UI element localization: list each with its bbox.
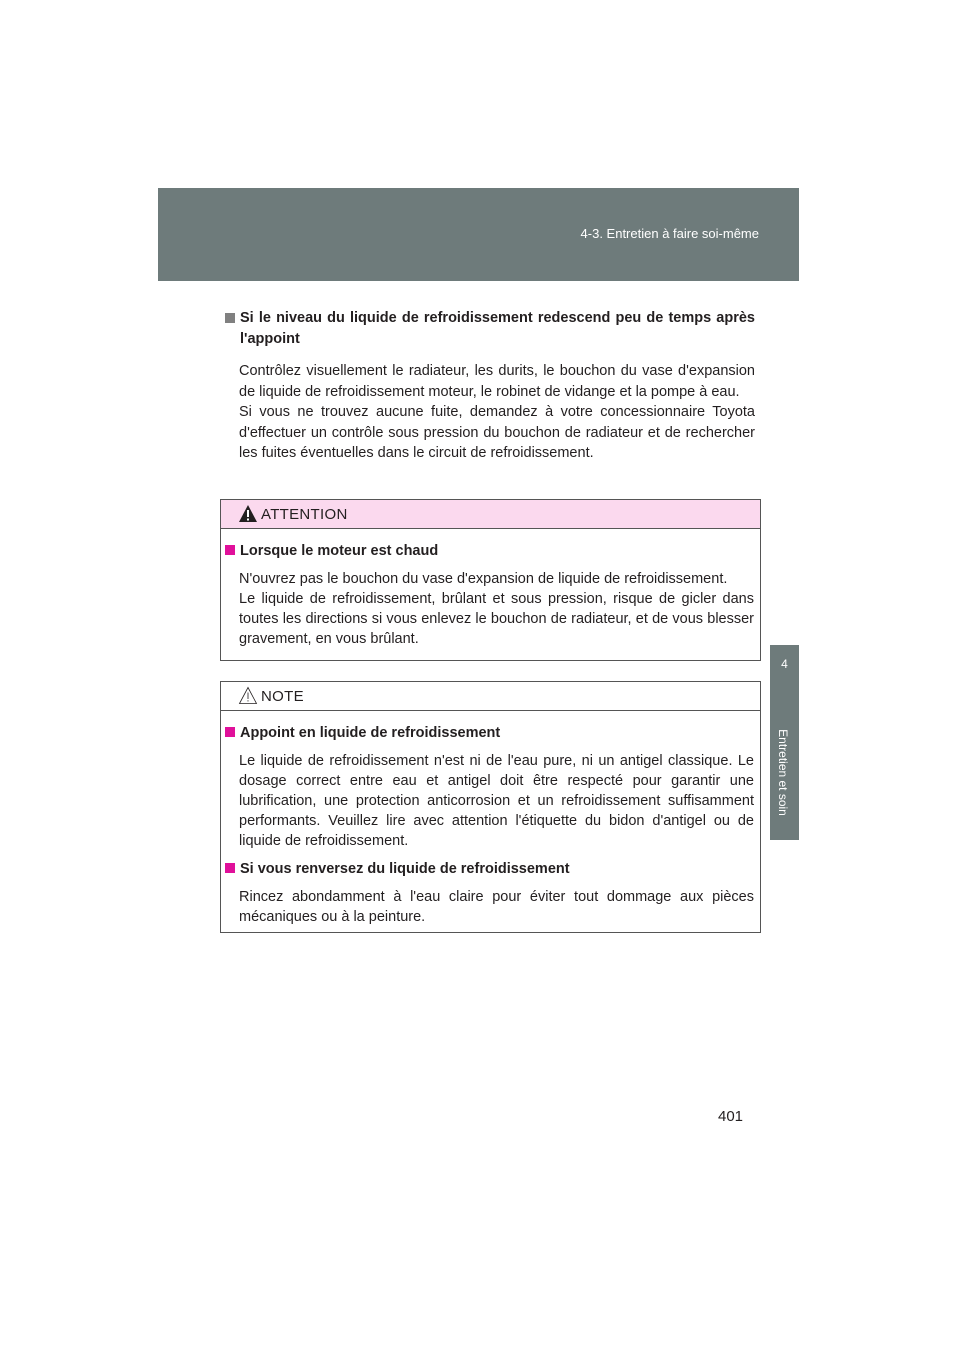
note-item bbox=[225, 859, 754, 927]
chapter-tab-label-area bbox=[770, 705, 799, 840]
note-box bbox=[220, 681, 761, 933]
header-band bbox=[158, 188, 799, 281]
item-title: Lorsque le moteur est chaud bbox=[240, 543, 439, 559]
note-content bbox=[221, 711, 760, 939]
section-paragraph: Si vous ne trouvez aucune fuite, demandez à votre concessionnaire Toyota d'effectuer un contrôle sous pression du bouchon de radiateur et de rechercher les fuites éventuelles dans le circuit de refroidissement. bbox=[239, 404, 755, 461]
pink-square-bullet-icon bbox=[225, 863, 235, 873]
page-number: 401 bbox=[718, 1108, 744, 1125]
chapter-tab bbox=[770, 645, 799, 705]
item-heading bbox=[225, 541, 754, 561]
item-body bbox=[239, 887, 754, 927]
coolant-section bbox=[225, 308, 755, 464]
section-heading bbox=[225, 308, 755, 349]
note-item bbox=[225, 723, 754, 851]
item-title: Appoint en liquide de refroidissement bbox=[240, 725, 501, 741]
chapter-number: 4 bbox=[781, 657, 788, 671]
item-body bbox=[239, 751, 754, 851]
grey-square-bullet-icon bbox=[225, 313, 235, 323]
section-paragraph: Contrôlez visuellement le radiateur, les durits, le bouchon du vase d'expansion de liquide de refroidissement moteur, le robinet de vidange et la pompe à eau. bbox=[239, 363, 755, 400]
chapter-label: Entretien et soin bbox=[776, 729, 790, 816]
section-title: Si le niveau du liquide de refroidissement redescend peu de temps après l'appoint bbox=[240, 310, 755, 347]
attention-item bbox=[225, 541, 754, 649]
note-label: NOTE bbox=[261, 688, 304, 705]
caution-triangle-outline-icon bbox=[238, 686, 258, 710]
attention-content bbox=[221, 529, 760, 661]
breadcrumb: 4-3. Entretien à faire soi-même bbox=[580, 226, 759, 241]
attention-box bbox=[220, 499, 761, 661]
attention-header bbox=[221, 500, 760, 529]
item-heading bbox=[225, 859, 754, 879]
warning-triangle-icon bbox=[238, 504, 258, 528]
item-body bbox=[239, 569, 754, 649]
section-body bbox=[239, 361, 755, 464]
item-title: Si vous renversez du liquide de refroidissement bbox=[240, 861, 570, 877]
item-line: Le liquide de refroidissement, brûlant et sous pression, risque de gicler dans toutes les directions si vous enlevez le bouchon de radiateur, et de vous blesser gravement, en vous brûlant. bbox=[239, 591, 754, 647]
item-line: N'ouvrez pas le bouchon du vase d'expansion de liquide de refroidissement. bbox=[239, 571, 728, 587]
attention-label: ATTENTION bbox=[261, 506, 348, 523]
pink-square-bullet-icon bbox=[225, 727, 235, 737]
item-text: Rincez abondamment à l'eau claire pour éviter tout dommage aux pièces mécaniques ou à la peinture. bbox=[239, 889, 754, 925]
item-text: Le liquide de refroidissement n'est ni de l'eau pure, ni un antigel classique. Le dosage correct entre eau et antigel doit être respecté pour garantir une lubrification, une protection anticorrosion et un refroidissement suffisamment performants. Veuillez lire avec attention l'étiquette du bidon d'antigel ou de liquide de refroidissement. bbox=[239, 753, 754, 849]
item-heading bbox=[225, 723, 754, 743]
note-header bbox=[221, 682, 760, 711]
pink-square-bullet-icon bbox=[225, 545, 235, 555]
